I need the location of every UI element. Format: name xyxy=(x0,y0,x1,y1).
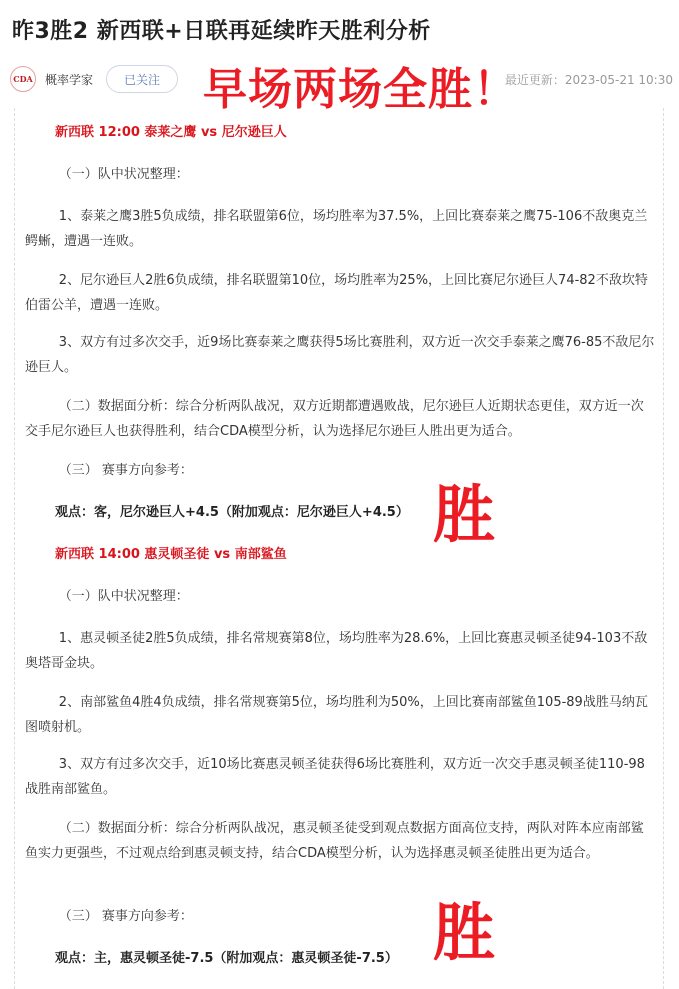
match2-section2: （二）数据面分析：综合分析两队战况，惠灵顿圣徒受到观点数据方面高位支持，两队对阵本应南部鲨鱼实力更强些，不过观点给到惠灵顿支持，结合CDA模型分析，认为选择惠灵顿圣徒胜出更为适合。 xyxy=(25,821,644,861)
match1-win-stamp: 胜 xyxy=(433,478,496,551)
match2-opinion: 观点：主，惠灵顿圣徒-7.5（附加观点：惠灵顿圣徒-7.5） xyxy=(55,951,398,966)
match2-item2: 2、南部鲨鱼4胜4负成绩，排名常规赛第5位，场均胜利为50%，上回比赛南部鲨鱼105-89战胜马纳瓦图喷射机。 xyxy=(25,695,648,735)
match1-item2: 2、尼尔逊巨人2胜6负成绩，排名联盟第10位，场均胜率为25%，上回比赛尼尔逊巨人74-82不敌坎特伯雷公羊，遭遇一连败。 xyxy=(25,273,648,313)
match2-header: 新西联 14:00 惠灵顿圣徒 vs 南部鲨鱼 xyxy=(55,547,287,562)
match1-item1: 1、泰莱之鹰3胜5负成绩，排名联盟第6位，场均胜率为37.5%，上回比赛泰莱之鹰75-106不敌奥克兰鳄蜥，遭遇一连败。 xyxy=(25,209,648,249)
match2-section3: （三） 赛事方向参考： xyxy=(58,909,193,924)
banner-overlay-text: 早场两场全胜！ xyxy=(203,64,518,115)
match2-win-stamp: 胜 xyxy=(433,896,496,969)
article-body xyxy=(14,108,664,989)
match2-item1: 1、惠灵顿圣徒2胜5负成绩，排名常规赛第8位，场均胜率为28.6%，上回比赛惠灵顿圣徒94-103不敌奥塔哥金块。 xyxy=(25,631,648,671)
match1-section2: （二）数据面分析：综合分析两队战况，双方近期都遭遇败战，尼尔逊巨人近期状态更佳，双方近一次交手尼尔逊巨人也获得胜利，结合CDA模型分析，认为选择尼尔逊巨人胜出更为适合。 xyxy=(25,399,644,439)
match1-opinion: 观点：客，尼尔逊巨人+4.5（附加观点：尼尔逊巨人+4.5） xyxy=(55,505,409,520)
update-time: 最近更新：2023-05-21 10:30 xyxy=(504,73,673,87)
author-name[interactable]: 概率学家 xyxy=(45,73,94,87)
follow-button[interactable]: 已关注 xyxy=(106,65,178,93)
match1-header: 新西联 12:00 泰莱之鹰 vs 尼尔逊巨人 xyxy=(55,125,287,140)
match2-item3: 3、双方有过多次交手，近10场比赛惠灵顿圣徒获得6场比赛胜利，双方近一次交手惠灵顿圣徒110-98战胜南部鲨鱼。 xyxy=(25,757,645,797)
author-avatar[interactable]: CDA xyxy=(10,66,36,92)
article-title: 昨3胜2 新西联+日联再延续昨天胜利分析 xyxy=(12,19,431,44)
match2-section1: （一）队中状况整理： xyxy=(58,589,189,604)
match1-section3: （三） 赛事方向参考： xyxy=(58,463,193,478)
match1-section1: （一）队中状况整理： xyxy=(58,167,189,182)
match1-item3: 3、双方有过多次交手，近9场比赛泰莱之鹰获得5场比赛胜利，双方近一次交手泰莱之鹰76-85不敌尼尔逊巨人。 xyxy=(25,335,655,375)
